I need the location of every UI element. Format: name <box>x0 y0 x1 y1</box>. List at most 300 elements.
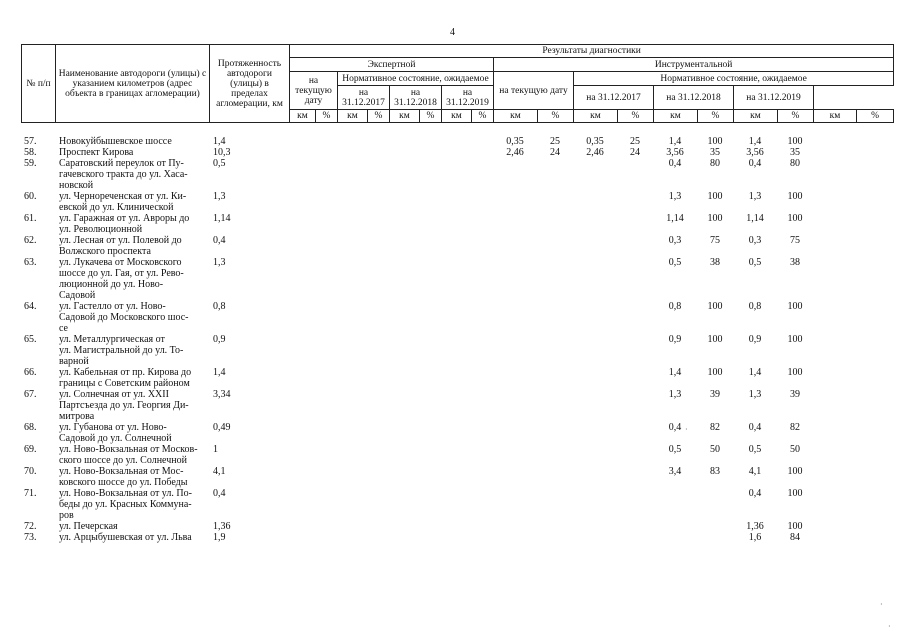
road-name <box>55 532 209 543</box>
value-pct <box>367 532 389 543</box>
page-number: 4 <box>450 27 455 38</box>
value-km <box>289 213 315 235</box>
value-pct <box>471 136 493 147</box>
road-name-line: Новокуйбышевское шоссе <box>59 136 172 147</box>
value-km <box>289 389 315 422</box>
value-km <box>337 444 367 466</box>
value-pct <box>367 488 389 521</box>
value-pct <box>617 367 653 389</box>
value-pct <box>315 334 337 367</box>
value-km <box>389 147 419 158</box>
table-row <box>21 521 893 532</box>
value-pct: 25 <box>550 136 560 147</box>
value-pct <box>617 521 653 532</box>
value-km <box>441 422 471 444</box>
road-name-line: ул. Магистральной до ул. То- <box>59 345 184 356</box>
row-number: 71. <box>24 488 37 499</box>
table-row <box>21 257 893 301</box>
value-km <box>389 521 419 532</box>
road-name-line: ского шоссе до ул. Солнечной <box>59 455 187 466</box>
value-km <box>573 334 617 367</box>
value-pct <box>315 521 337 532</box>
road-name <box>55 191 209 213</box>
value-km: 0,5 <box>748 444 762 455</box>
road-name <box>55 147 209 158</box>
value-pct <box>419 532 441 543</box>
road-name <box>55 301 209 334</box>
value-pct <box>367 444 389 466</box>
value-km: 0,8 <box>668 301 682 312</box>
table-row <box>21 158 893 191</box>
value-km <box>389 532 419 543</box>
value-km <box>493 257 537 301</box>
value-pct <box>315 235 337 257</box>
scan-speck: · <box>880 600 883 609</box>
header-name: Наименование автодороги (улицы) с указанием километров (адрес объекта в границах агломерации) <box>56 45 210 123</box>
road-name <box>55 488 209 521</box>
value-km <box>573 389 617 422</box>
value-km <box>573 158 617 191</box>
value-pct <box>471 444 493 466</box>
value-pct <box>617 444 653 466</box>
value-pct: 100 <box>707 136 723 147</box>
value-pct <box>471 334 493 367</box>
table-row <box>21 444 893 466</box>
value-km <box>389 213 419 235</box>
unit-pct: % <box>618 110 654 123</box>
header-instr-2019: на 31.12.2019 <box>734 86 814 110</box>
value-pct <box>537 521 573 532</box>
row-number: 73. <box>24 532 37 543</box>
value-pct: 35 <box>710 147 720 158</box>
row-number: 64. <box>24 301 37 312</box>
value-pct: 80 <box>710 158 720 169</box>
scan-speck: · <box>685 425 688 434</box>
value-pct: 100 <box>707 334 723 345</box>
value-pct <box>537 257 573 301</box>
value-pct: 100 <box>787 466 803 477</box>
value-pct <box>617 158 653 191</box>
road-length: 1,3 <box>213 191 226 202</box>
value-km <box>493 532 537 543</box>
unit-pct: % <box>316 110 338 123</box>
value-km <box>337 136 367 147</box>
unit-pct: % <box>420 110 442 123</box>
value-pct <box>315 191 337 213</box>
road-length: 0,5 <box>213 158 226 169</box>
header-instr-current: на текущую дату <box>494 72 574 110</box>
row-number: 59. <box>24 158 37 169</box>
value-pct <box>537 235 573 257</box>
value-km <box>493 334 537 367</box>
value-km <box>441 466 471 488</box>
value-pct <box>419 444 441 466</box>
value-km <box>337 532 367 543</box>
road-name <box>55 389 209 422</box>
value-pct: 83 <box>710 466 720 477</box>
header-length: Протяженность автодороги (улицы) в пределах агломерации, км <box>210 45 290 123</box>
road-length: 4,1 <box>213 466 226 477</box>
value-km <box>337 158 367 191</box>
value-km <box>289 521 315 532</box>
value-km <box>653 488 697 521</box>
road-name <box>55 367 209 389</box>
value-km <box>337 213 367 235</box>
unit-km: км <box>574 110 618 123</box>
road-length: 3,34 <box>213 389 231 400</box>
value-km <box>289 136 315 147</box>
road-name <box>55 334 209 367</box>
value-km: 1,4 <box>748 136 762 147</box>
road-length: 1,4 <box>213 136 226 147</box>
value-km: 0,4 <box>668 158 682 169</box>
value-pct: 100 <box>787 521 803 532</box>
header-instr-2017: на 31.12.2017 <box>574 86 654 110</box>
value-pct: 100 <box>787 488 803 499</box>
road-length: 0,4 <box>213 488 226 499</box>
table-row <box>21 136 893 147</box>
road-name-line: ул. Лесная от ул. Полевой до <box>59 235 182 246</box>
value-pct <box>471 191 493 213</box>
value-km <box>493 235 537 257</box>
value-pct <box>471 158 493 191</box>
road-length: 0,49 <box>213 422 231 433</box>
value-km <box>389 444 419 466</box>
value-pct <box>419 488 441 521</box>
row-number: 61. <box>24 213 37 224</box>
value-pct <box>367 367 389 389</box>
value-km <box>337 235 367 257</box>
row-number: 57. <box>24 136 37 147</box>
header-expert-2019: на 31.12.2019 <box>442 86 494 110</box>
road-length: 10,3 <box>213 147 231 158</box>
value-km: 4,1 <box>748 466 762 477</box>
value-km <box>441 235 471 257</box>
road-name-line: Садовой <box>59 290 96 301</box>
value-pct: 100 <box>707 191 723 202</box>
table-row <box>21 532 893 543</box>
value-km <box>337 257 367 301</box>
value-km: 1,14 <box>746 213 764 224</box>
value-pct <box>315 257 337 301</box>
value-pct: 50 <box>710 444 720 455</box>
value-km <box>389 235 419 257</box>
value-km: 0,35 <box>586 136 604 147</box>
data-table <box>21 136 893 543</box>
road-name <box>55 444 209 466</box>
value-km <box>389 488 419 521</box>
value-pct <box>367 389 389 422</box>
road-name-line: ул. Чернореченская от ул. Ки- <box>59 191 187 202</box>
value-km <box>289 444 315 466</box>
header-num: № п/п <box>22 45 56 123</box>
value-km <box>441 158 471 191</box>
row-number: 58. <box>24 147 37 158</box>
value-pct <box>367 213 389 235</box>
value-pct <box>617 532 653 543</box>
value-km <box>493 422 537 444</box>
road-name-line: шоссе до ул. Гая, от ул. Рево- <box>59 268 184 279</box>
value-km <box>493 521 537 532</box>
unit-km: км <box>734 110 778 123</box>
value-pct <box>419 521 441 532</box>
value-km: 0,4 <box>748 158 762 169</box>
scan-speck: · <box>888 622 891 631</box>
road-name-line: новской <box>59 180 94 191</box>
road-length: 1,4 <box>213 367 226 378</box>
road-length: 1 <box>213 444 218 455</box>
value-pct <box>315 488 337 521</box>
value-km: 1,14 <box>666 213 684 224</box>
value-km: 3,56 <box>666 147 684 158</box>
value-pct <box>537 191 573 213</box>
value-pct <box>537 422 573 444</box>
value-pct <box>471 235 493 257</box>
value-pct <box>367 136 389 147</box>
value-km <box>289 488 315 521</box>
value-pct: 100 <box>707 367 723 378</box>
value-km <box>389 389 419 422</box>
value-pct <box>471 488 493 521</box>
header-expert-2017: на 31.12.2017 <box>338 86 390 110</box>
row-number: 65. <box>24 334 37 345</box>
value-km <box>493 158 537 191</box>
value-km <box>573 488 617 521</box>
value-pct <box>537 334 573 367</box>
value-km <box>389 257 419 301</box>
value-pct <box>315 213 337 235</box>
value-pct <box>537 444 573 466</box>
table-row <box>21 422 893 444</box>
value-pct <box>315 147 337 158</box>
header-expert: Экспертной <box>290 58 494 72</box>
unit-pct: % <box>368 110 390 123</box>
value-pct: 80 <box>790 158 800 169</box>
value-km <box>441 301 471 334</box>
value-pct <box>419 191 441 213</box>
value-pct <box>617 422 653 444</box>
value-pct <box>315 158 337 191</box>
value-km <box>289 466 315 488</box>
road-name-line: границы с Советским районом <box>59 378 190 389</box>
value-pct: 38 <box>790 257 800 268</box>
road-length: 0,4 <box>213 235 226 246</box>
value-km: 3,56 <box>746 147 764 158</box>
road-name-line: ров <box>59 510 74 521</box>
road-name-line: ул. Гастелло от ул. Ново- <box>59 301 166 312</box>
value-pct <box>315 466 337 488</box>
table-row <box>21 147 893 158</box>
table-row <box>21 213 893 235</box>
row-number: 66. <box>24 367 37 378</box>
road-name-line: Волжского проспекта <box>59 246 151 257</box>
road-name-line: ул. Губанова от ул. Ново- <box>59 422 167 433</box>
unit-km: км <box>654 110 698 123</box>
value-km <box>573 422 617 444</box>
value-pct <box>537 213 573 235</box>
value-km <box>441 488 471 521</box>
value-pct <box>419 213 441 235</box>
value-pct <box>617 488 653 521</box>
value-pct <box>617 191 653 213</box>
unit-km: км <box>390 110 420 123</box>
value-pct <box>419 301 441 334</box>
value-pct <box>315 532 337 543</box>
table-row <box>21 488 893 521</box>
unit-pct: % <box>778 110 814 123</box>
value-km <box>573 532 617 543</box>
value-km <box>289 257 315 301</box>
value-pct <box>367 147 389 158</box>
value-km <box>493 466 537 488</box>
value-pct <box>537 389 573 422</box>
value-pct <box>419 136 441 147</box>
value-pct <box>367 158 389 191</box>
value-km: 0,4 <box>748 422 762 433</box>
value-pct <box>315 422 337 444</box>
value-km <box>441 147 471 158</box>
value-km <box>573 191 617 213</box>
value-pct <box>367 301 389 334</box>
value-km <box>493 367 537 389</box>
value-pct: 100 <box>787 301 803 312</box>
value-pct: 24 <box>630 147 640 158</box>
value-km <box>389 367 419 389</box>
header-instr-2018: на 31.12.2018 <box>654 86 734 110</box>
value-pct <box>367 257 389 301</box>
value-km <box>573 235 617 257</box>
unit-km: км <box>442 110 472 123</box>
value-pct <box>697 521 733 532</box>
road-name-line: люционной до ул. Ново- <box>59 279 164 290</box>
road-name-line: беды до ул. Красных Коммуна- <box>59 499 192 510</box>
value-km <box>573 213 617 235</box>
value-km <box>389 136 419 147</box>
value-km: 1,3 <box>748 191 762 202</box>
value-km <box>337 191 367 213</box>
value-km: 0,5 <box>668 257 682 268</box>
value-km <box>337 389 367 422</box>
unit-pct: % <box>857 110 894 123</box>
value-pct <box>419 334 441 367</box>
header-expert-2018: на 31.12.2018 <box>390 86 442 110</box>
road-name-line: Садовой до ул. Солнечной <box>59 433 172 444</box>
value-km <box>493 301 537 334</box>
value-pct: 50 <box>790 444 800 455</box>
value-km <box>493 444 537 466</box>
value-km: 3,4 <box>668 466 682 477</box>
road-name-line: ул. Ново-Вокзальная от ул. По- <box>59 488 192 499</box>
value-pct <box>367 191 389 213</box>
value-pct: 24 <box>550 147 560 158</box>
road-name-line: се <box>59 323 68 334</box>
value-pct <box>471 532 493 543</box>
value-pct <box>471 257 493 301</box>
value-pct <box>315 136 337 147</box>
unit-pct: % <box>698 110 734 123</box>
road-name-line: евской до ул. Клинической <box>59 202 174 213</box>
value-pct <box>315 389 337 422</box>
value-pct: 25 <box>630 136 640 147</box>
table-header <box>21 44 894 123</box>
value-km: 0,35 <box>506 136 524 147</box>
value-km <box>289 422 315 444</box>
value-km <box>573 257 617 301</box>
value-km: 0,3 <box>748 235 762 246</box>
road-name-line: митрова <box>59 411 95 422</box>
row-number: 67. <box>24 389 37 400</box>
value-pct <box>419 367 441 389</box>
value-pct: 75 <box>710 235 720 246</box>
header-expert-current: на текущую дату <box>290 72 338 110</box>
value-km <box>441 191 471 213</box>
value-km <box>289 158 315 191</box>
header-results: Результаты диагностики <box>290 45 894 58</box>
table-row <box>21 389 893 422</box>
value-pct <box>697 488 733 521</box>
value-km <box>337 367 367 389</box>
value-pct: 39 <box>710 389 720 400</box>
value-km <box>337 422 367 444</box>
value-pct: 100 <box>787 213 803 224</box>
road-name <box>55 422 209 444</box>
row-number: 72. <box>24 521 37 532</box>
road-length: 0,8 <box>213 301 226 312</box>
row-number: 68. <box>24 422 37 433</box>
value-km <box>493 488 537 521</box>
road-length: 1,3 <box>213 257 226 268</box>
unit-pct: % <box>472 110 494 123</box>
value-pct: 35 <box>790 147 800 158</box>
value-km <box>337 334 367 367</box>
value-pct: 38 <box>710 257 720 268</box>
road-name-line: ул. Печерская <box>59 521 118 532</box>
value-km <box>337 466 367 488</box>
road-name-line: Саратовский переулок от Пу- <box>59 158 184 169</box>
value-km <box>389 191 419 213</box>
road-name-line: ул. Гаражная от ул. Авроры до <box>59 213 190 224</box>
value-pct <box>537 367 573 389</box>
road-name-line: ковского шоссе до ул. Победы <box>59 477 188 488</box>
value-km <box>573 521 617 532</box>
value-pct <box>617 301 653 334</box>
road-name-line: ул. Лукачева от Московского <box>59 257 182 268</box>
value-km <box>289 532 315 543</box>
unit-km: км <box>338 110 368 123</box>
value-km <box>653 532 697 543</box>
table-row <box>21 301 893 334</box>
value-pct <box>617 466 653 488</box>
value-pct <box>617 235 653 257</box>
value-pct <box>419 235 441 257</box>
value-km <box>573 301 617 334</box>
value-km <box>573 444 617 466</box>
value-km: 0,8 <box>748 301 762 312</box>
value-km <box>441 532 471 543</box>
road-name <box>55 158 209 191</box>
value-km: 1,4 <box>748 367 762 378</box>
value-pct: 82 <box>710 422 720 433</box>
value-pct: 39 <box>790 389 800 400</box>
value-km <box>441 257 471 301</box>
road-name-line: ул. Солнечная от ул. XXII <box>59 389 169 400</box>
road-length: 1,9 <box>213 532 226 543</box>
value-pct <box>537 466 573 488</box>
value-pct <box>367 466 389 488</box>
table-row <box>21 334 893 367</box>
table-row <box>21 191 893 213</box>
road-name-line: ул. Революционной <box>59 224 143 235</box>
